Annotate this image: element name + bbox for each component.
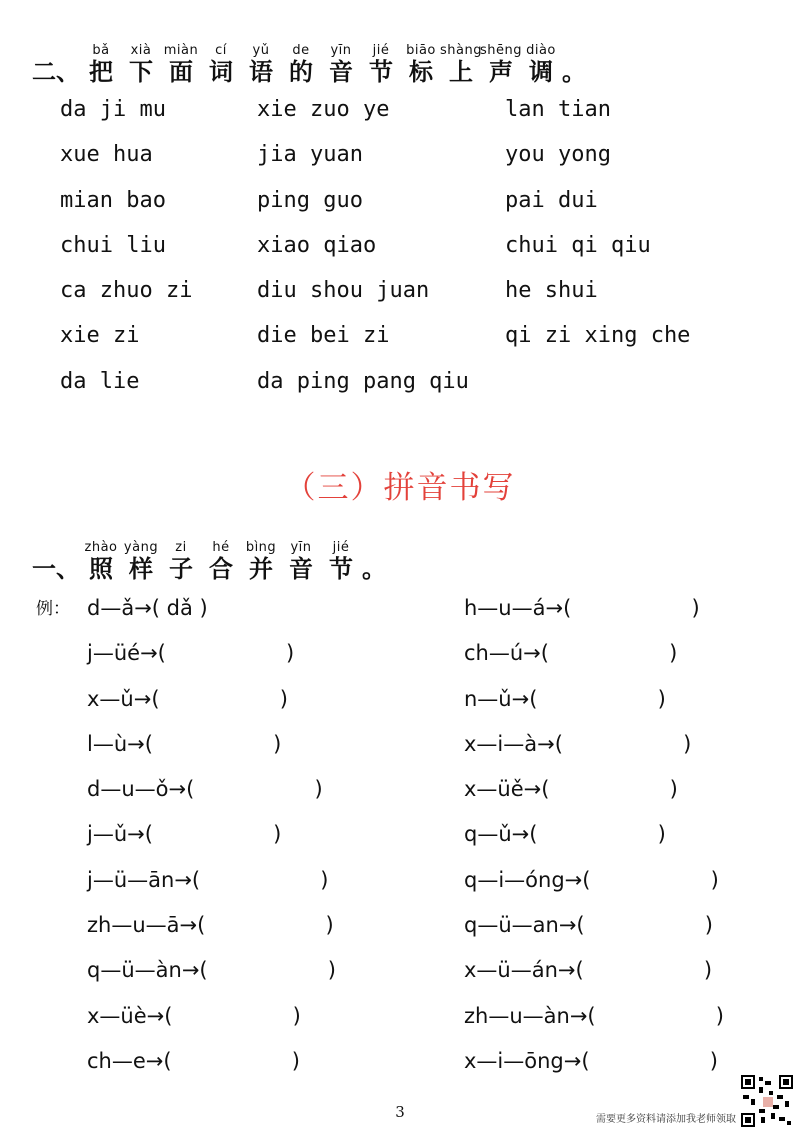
ruby-unit	[322, 541, 360, 583]
hanzi-character: 样	[129, 555, 153, 583]
ruby-unit	[202, 541, 240, 583]
pinyin-annotation: hé	[212, 540, 230, 555]
syllable-word: he shui	[505, 278, 598, 304]
close-paren: )	[703, 867, 719, 892]
exercise-item	[87, 682, 288, 716]
syllable-expression: j—ü—ān→	[87, 867, 192, 892]
syllable-expression: q—i—óng→	[464, 867, 583, 892]
close-paren: )	[650, 686, 666, 711]
qr-code-icon	[741, 1075, 793, 1127]
answer-blank[interactable]	[166, 687, 273, 711]
pinyin-annotation: yīn	[290, 540, 312, 555]
exercise-row	[0, 908, 800, 953]
pinyin-annotation: de	[292, 43, 310, 58]
exercise-item	[87, 999, 301, 1033]
answer-blank[interactable]	[544, 687, 651, 711]
pinyin-annotation: cí	[215, 43, 227, 58]
syllable-word: die bei zi	[257, 323, 390, 349]
pinyin-annotation: shàng	[440, 43, 482, 58]
example-answer: dǎ	[166, 596, 193, 620]
hanzi-character: 上	[449, 58, 473, 86]
close-paren: )	[697, 958, 713, 983]
open-paren: (	[581, 1048, 597, 1073]
syllable-expression: q—ü—àn→	[87, 958, 200, 983]
open-paren: (	[541, 777, 557, 802]
close-paren: )	[698, 913, 713, 938]
exercise-row	[0, 817, 800, 862]
exercise-item	[87, 591, 208, 625]
ruby-unit	[362, 44, 400, 86]
open-paren: (	[582, 867, 598, 892]
close-paren: )	[266, 822, 282, 847]
exercise-grid	[0, 591, 800, 1089]
ruby-unit	[282, 44, 320, 86]
exercise-row	[0, 682, 800, 727]
syllable-expression: ch—e→	[87, 1048, 164, 1073]
syllable-word: ca zhuo zi	[60, 278, 193, 304]
ruby-unit	[242, 44, 280, 86]
ruby-unit	[522, 44, 560, 86]
open-paren: (	[529, 822, 545, 847]
close-paren: )	[273, 686, 288, 711]
exercise-item	[87, 817, 281, 851]
answer-blank[interactable]	[556, 777, 663, 801]
hanzi-character: 音	[329, 58, 353, 86]
syllable-word: mian bao	[60, 187, 166, 213]
exercise-item	[464, 1044, 718, 1078]
hanzi-character: 把	[89, 58, 113, 86]
exercise-item	[464, 863, 719, 897]
section2-suffix: 。	[562, 58, 586, 86]
hanzi-character: 下	[129, 58, 153, 86]
pinyin-annotation: yàng	[123, 540, 159, 555]
close-paren: )	[662, 641, 678, 666]
syllable-expression: x—üè→	[87, 1003, 165, 1028]
open-paren: (	[163, 1048, 179, 1073]
ruby-unit	[82, 541, 120, 583]
exercise-item	[87, 863, 328, 897]
syllable-expression: d—ǎ→	[87, 596, 152, 620]
syllable-word: da ping pang qiu	[257, 368, 469, 394]
pinyin-annotation: xià	[130, 43, 152, 58]
ruby-unit	[162, 44, 200, 86]
answer-blank[interactable]	[201, 777, 308, 801]
answer-blank[interactable]	[578, 596, 685, 620]
syllable-word: pai dui	[505, 187, 598, 213]
pinyin-annotation: biāo	[406, 43, 436, 58]
answer-blank[interactable]	[597, 868, 704, 892]
close-paren: )	[285, 1048, 300, 1073]
pinyin-annotation: zi	[175, 540, 187, 555]
hanzi-character: 的	[289, 58, 313, 86]
exercise-item	[464, 682, 666, 716]
exercise1-prefix: 一、	[32, 555, 80, 583]
syllable-word: you yong	[505, 142, 611, 168]
syllable-expression: q—ǔ→	[464, 822, 530, 847]
answer-blank[interactable]	[212, 913, 319, 937]
answer-blank[interactable]	[207, 868, 314, 892]
exercise-item	[464, 636, 677, 670]
pinyin-annotation: zhào	[84, 540, 118, 555]
exercise-item	[87, 1044, 300, 1078]
exercise-row	[0, 999, 800, 1044]
exercise-row	[0, 591, 800, 636]
open-paren: (	[144, 731, 160, 756]
pinyin-annotation: yǔ	[252, 43, 270, 58]
hanzi-character: 合	[209, 555, 233, 583]
close-paren: )	[321, 958, 336, 983]
exercise-item	[87, 908, 334, 942]
close-paren: )	[266, 731, 282, 756]
pinyin-annotation: shēng	[480, 43, 523, 58]
hanzi-character: 照	[89, 555, 113, 583]
ruby-unit	[282, 541, 320, 583]
exercise-row	[0, 727, 800, 772]
open-paren: (	[151, 596, 167, 620]
open-paren: (	[575, 958, 591, 983]
syllable-word: chui liu	[60, 232, 166, 258]
hanzi-character: 子	[169, 555, 193, 583]
syllable-word: xie zuo ye	[257, 97, 390, 122]
exercise-item	[464, 772, 678, 806]
section2-prefix: 二、	[32, 58, 80, 86]
syllable-expression: x—üě→	[464, 777, 542, 802]
open-paren: (	[540, 641, 556, 666]
open-paren: (	[529, 686, 545, 711]
answer-blank[interactable]	[590, 958, 697, 982]
answer-blank[interactable]	[591, 913, 698, 937]
exercise-item	[464, 999, 724, 1033]
syllable-expression: x—i—à→	[464, 731, 555, 756]
answer-blank[interactable]	[160, 822, 267, 846]
syllable-expression: j—ǔ→	[87, 822, 145, 847]
ruby-unit	[162, 541, 200, 583]
syllable-word: xue hua	[60, 142, 153, 168]
close-paren: )	[285, 1003, 301, 1028]
syllable-word: xie zi	[60, 323, 140, 349]
open-paren: (	[144, 822, 160, 847]
exercise-item	[87, 772, 323, 806]
close-paren: )	[676, 731, 692, 756]
exercise1-heading	[32, 541, 386, 583]
example-label: 例：	[36, 599, 70, 619]
answer-blank[interactable]	[173, 641, 280, 665]
pinyin-annotation: bìng	[245, 540, 277, 555]
syllable-word: qi zi xing che	[505, 323, 691, 349]
hanzi-character: 声	[489, 58, 513, 86]
exercise-item	[87, 727, 281, 761]
open-paren: (	[587, 1003, 603, 1028]
answer-blank[interactable]	[160, 732, 267, 756]
syllable-word: jia yuan	[257, 142, 363, 168]
open-paren: (	[164, 1003, 180, 1028]
exercise-row	[0, 953, 800, 998]
section3-title: （三）拼音书写	[284, 470, 516, 506]
syllable-expression: x—i—ōng→	[464, 1048, 582, 1073]
answer-blank[interactable]	[214, 958, 321, 982]
hanzi-character: 并	[249, 555, 273, 583]
syllable-word: xiao qiao	[257, 232, 377, 258]
hanzi-character: 面	[169, 58, 193, 86]
hanzi-character: 节	[369, 58, 393, 86]
answer-blank[interactable]	[596, 1049, 703, 1073]
close-paren: )	[709, 1003, 724, 1028]
answer-blank[interactable]	[179, 1004, 286, 1028]
answer-blank[interactable]	[602, 1004, 709, 1028]
pinyin-annotation: yīn	[330, 43, 352, 58]
exercise-item	[87, 953, 336, 987]
exercise-item	[464, 908, 713, 942]
close-paren: )	[192, 596, 208, 620]
hanzi-character: 节	[329, 555, 353, 583]
syllable-expression: zh—u—àn→	[464, 1003, 588, 1028]
syllable-expression: n—ǔ→	[464, 686, 530, 711]
open-paren: (	[563, 596, 578, 620]
open-paren: (	[151, 686, 167, 711]
pinyin-annotation: jié	[372, 43, 390, 58]
answer-blank[interactable]	[178, 1049, 285, 1073]
exercise1-suffix: 。	[362, 555, 386, 583]
syllable-word: ping guo	[257, 187, 363, 213]
ruby-unit	[402, 44, 440, 86]
pinyin-annotation: diào	[526, 43, 556, 58]
hanzi-character: 词	[209, 58, 233, 86]
hanzi-character: 音	[289, 555, 313, 583]
pinyin-annotation: miàn	[163, 43, 199, 58]
close-paren: )	[662, 777, 678, 802]
close-paren: )	[684, 596, 700, 620]
close-paren: )	[703, 1048, 718, 1073]
pinyin-annotation: jié	[332, 540, 350, 555]
syllable-expression: l—ù→	[87, 731, 145, 756]
answer-blank[interactable]	[570, 732, 677, 756]
page-number: 3	[395, 1103, 405, 1121]
exercise-row	[0, 636, 800, 681]
ruby-unit	[122, 44, 160, 86]
ruby-unit	[82, 44, 120, 86]
syllable-expression: x—ǔ→	[87, 686, 152, 711]
syllable-word: diu shou juan	[257, 278, 430, 304]
ruby-unit	[442, 44, 480, 86]
exercise-row	[0, 772, 800, 817]
close-paren: )	[307, 777, 323, 802]
open-paren: (	[199, 958, 215, 983]
open-paren: (	[186, 777, 201, 802]
exercise-item	[87, 636, 294, 670]
syllable-word: lan tian	[505, 97, 611, 122]
ruby-unit	[322, 44, 360, 86]
syllable-expression: q—ü—an→	[464, 913, 577, 938]
exercise-row	[0, 1044, 800, 1089]
syllable-expression: h—u—á→	[464, 596, 564, 620]
syllable-expression: zh—u—ā→	[87, 913, 198, 938]
answer-blank[interactable]	[556, 641, 663, 665]
open-paren: (	[576, 913, 592, 938]
section2-heading	[32, 44, 586, 86]
hanzi-character: 标	[409, 58, 433, 86]
open-paren: (	[157, 641, 173, 666]
answer-blank[interactable]	[544, 822, 651, 846]
open-paren: (	[197, 913, 212, 938]
ruby-unit	[202, 44, 240, 86]
qr-caption: 需要更多资料请添加我老师领取	[596, 1114, 736, 1125]
ruby-unit	[122, 541, 160, 583]
exercise-row	[0, 863, 800, 908]
pinyin-annotation: bǎ	[92, 43, 110, 58]
syllable-expression: x—ü—án→	[464, 958, 576, 983]
exercise-item	[464, 953, 712, 987]
exercise-item	[464, 817, 666, 851]
hanzi-character: 调	[529, 58, 553, 86]
exercise-item	[464, 591, 700, 625]
ruby-unit	[480, 43, 523, 86]
open-paren: (	[554, 731, 570, 756]
hanzi-character: 语	[249, 58, 273, 86]
syllable-expression: j—üé→	[87, 641, 158, 666]
syllable-expression: d—u—ǒ→	[87, 777, 187, 802]
ruby-unit	[242, 541, 280, 583]
close-paren: )	[313, 867, 329, 892]
open-paren: (	[191, 867, 207, 892]
syllable-expression: ch—ú→	[464, 641, 541, 666]
syllable-word: chui qi qiu	[505, 232, 651, 258]
close-paren: )	[279, 641, 295, 666]
exercise-item	[464, 727, 691, 761]
syllable-word: da lie	[60, 368, 140, 394]
syllable-word: da ji mu	[60, 97, 166, 122]
close-paren: )	[650, 822, 666, 847]
close-paren: )	[318, 913, 334, 938]
